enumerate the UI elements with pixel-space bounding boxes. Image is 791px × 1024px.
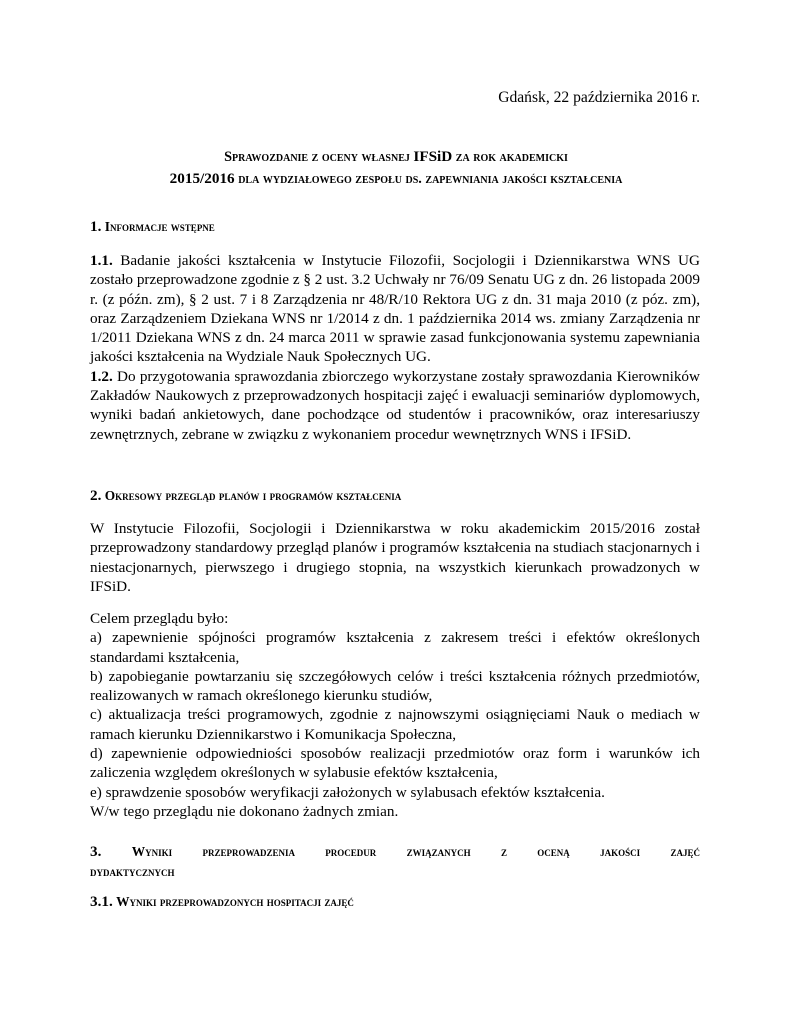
section-number: 2. <box>90 487 102 504</box>
section-title: Wyniki przeprowadzenia procedur związanych z oceną jakości zajęć <box>131 844 700 859</box>
subsection-3-1-heading <box>90 893 700 911</box>
dateline: Gdańsk, 22 października 2016 r. <box>498 89 700 106</box>
title-part: Sprawozdanie z oceny własnej <box>224 149 410 165</box>
report-title-line-1 <box>90 146 702 168</box>
goal-item: a) zapewnienie spójności programów kształcenia z zakresem treści i efektów określonych standardami kształcenia, <box>90 629 700 666</box>
section-2-intro-text: W Instytucie Filozofii, Socjologii i Dziennikarstwa w roku akademickim 2015/2016 został przeprowadzony standardowy przegląd planów i programów kształcenia na studiach stacjonarnych i niestacjonarnych, pierwszego i drugiego stopnia, na wszystkich kierunkach prowadzonych w IFSiD. <box>90 520 700 595</box>
paragraph-text: Do przygotowania sprawozdania zbiorczego wykorzystane zostały sprawozdania Kierowników Zakładów Naukowych z przeprowadzonych hospitacji zajęć i ewaluacji seminariów dyplomowych, wyniki badań ankietowych, dane pochodzące od studentów i pracowników, oraz interesariuszy zewnętrznych, zebrane w związku z wykonaniem procedur wewnętrznych WNS i IFSiD. <box>90 367 700 443</box>
section-3-heading <box>90 842 700 882</box>
section-2-goals <box>90 609 700 821</box>
section-1-body <box>90 251 700 444</box>
subsection-title: Wyniki przeprowadzonych hospitacji zajęć <box>116 894 354 909</box>
subsection-number: 3.1. <box>90 893 113 910</box>
paragraph-number: 1.2. <box>90 367 113 385</box>
title-part: za rok akademicki <box>455 149 568 165</box>
section-title: Okresowy przegląd planów i programów kształcenia <box>104 488 402 503</box>
section-title: Informacje wstępne <box>104 219 215 234</box>
goal-item: e) sprawdzenie sposobów weryfikacji założonych w sylabusach efektów kształcenia. <box>90 783 605 801</box>
section-number: 1. <box>90 218 102 235</box>
paragraph-1-2 <box>90 367 700 444</box>
section-3-heading-line-1 <box>90 842 700 862</box>
title-part: 2015/2016 <box>169 170 235 187</box>
title-part: dla wydziałowego zespołu ds. zapewniania jakości kształcenia <box>238 171 623 187</box>
section-2-intro <box>90 519 700 596</box>
closing-note: W/w tego przeglądu nie dokonano żadnych zmian. <box>90 802 399 820</box>
paragraph-1-1 <box>90 251 700 367</box>
goal-item: d) zapewnienie odpowiedniości sposobów realizacji przedmiotów oraz form i warunków ich zaliczenia względem określonych w sylabusie efektów kształcenia, <box>90 745 700 782</box>
section-1-heading <box>90 218 700 236</box>
section-number: 3. <box>90 843 102 860</box>
goal-item: c) aktualizacja treści programowych, zgodnie z najnowszymi osiągnięciami Nauk o mediach w ramach kierunku Dziennikarstwo i Komunikacja Społeczna, <box>90 706 700 743</box>
report-title <box>90 146 702 190</box>
section-2-heading <box>90 487 700 505</box>
report-title-line-2 <box>90 168 702 190</box>
paragraph-number: 1.1. <box>90 252 113 269</box>
paragraph-text: Badanie jakości kształcenia w Instytucie Filozofii, Socjologii i Dziennikarstwa WNS UG zostało przeprowadzone zgodnie z § 2 ust. 3.2 Uchwały nr 76/09 Senatu UG z dn. 26 listopada 2009 r. (z późn. zm), § 2 ust. 7 i 8 Zarządzenia nr 48/R/10 Rektora UG z dn. 31 maja 2010 (z póz. zm), oraz Zarządzeniem Dziekana WNS nr 1/2014 z dn. 1 października 2014 ws. zmiany Zarządzenia nr 1/2011 Dziekana WNS z dn. 24 marca 2011 w sprawie zasad funkcjonowania systemu zapewniania jakości kształcenia na Wydziale Nauk Społecznych UG. <box>90 252 700 366</box>
title-part: IFSiD <box>413 148 453 165</box>
goals-title: Celem przeglądu było: <box>90 610 229 627</box>
section-3-heading-line-2: dydaktycznych <box>90 864 175 879</box>
goal-item: b) zapobieganie powtarzaniu się szczegółowych celów i treści kształcenia różnych przedmiotów, realizowanych w ramach określonego kierunku studiów, <box>90 667 700 705</box>
